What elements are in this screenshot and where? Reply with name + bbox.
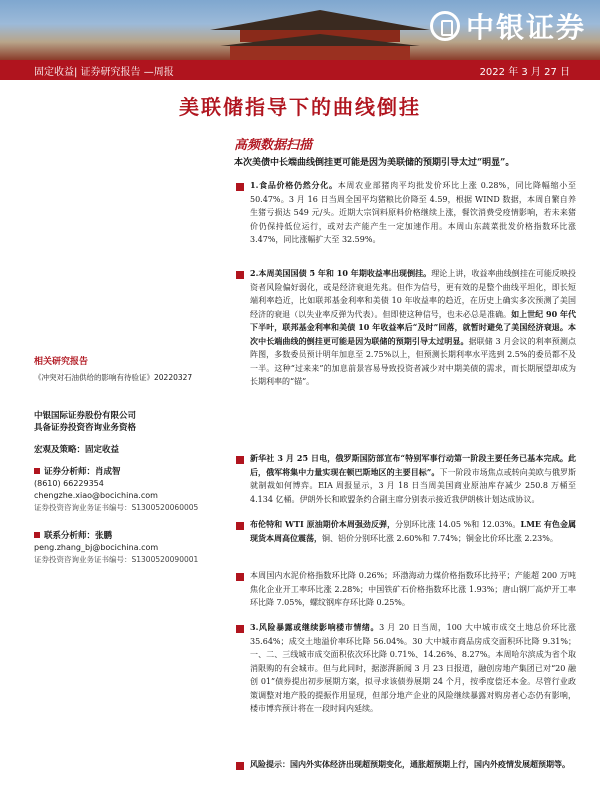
analyst-phone: (8610) 66229354 (34, 479, 104, 488)
palace-roof-image (200, 6, 440, 60)
item-text: 理论上讲，收益率曲线倒挂在可能反映投资者风险偏好弱化，或是经济衰退先兆。但作为信号，更有效的是整个曲线平坦化，即长短端利率趋近，比如联邦基金利率和美债 10 年收益率的趋近，在历史上确实多次预测了美国经济的衰退（以失业率反弹为代表）。但即使这种信号，也未必总是准确。 (250, 269, 576, 319)
bullet-marker (236, 183, 244, 191)
report-category: 固定收益| 证券研究报告 —周报 (34, 66, 174, 78)
page-title: 美联储指导下的曲线倒挂 (179, 95, 421, 119)
analyst-email[interactable]: peng.zhang_bj@bocichina.com (34, 543, 159, 552)
department: 宏观及策略：固定收益 (34, 445, 120, 455)
item-domestic-industry (250, 569, 576, 610)
risk-text: 国内外实体经济出现超预期变化，通胀超预期上行，国内外疫情发展超预期等。 (290, 759, 570, 769)
item-text: 分别环比涨 14.05 %和 12.03%。 (395, 520, 521, 529)
item-commodities (250, 518, 576, 545)
marker-square-icon (34, 468, 40, 474)
company-qualification: 具备证券投资咨询业务资格 (34, 423, 137, 433)
item-lead: 1.食品价格仍然分化。 (250, 180, 338, 190)
analyst-label: 联系分析师：张鹏 (44, 531, 113, 541)
item-lead-2: LME 有色金属现货本周高位震荡， (250, 519, 577, 543)
related-title: 相关研究报告 (34, 357, 89, 367)
item-food-prices (250, 179, 576, 247)
marker-square-icon (34, 532, 40, 538)
item-lead: 3.风险暴露或继续影响楼市情绪。 (250, 622, 380, 632)
item-lead-2: 如上世纪 90 年代下半叶，联邦基金利率和美债 10 年收益率后“及时”回落，就暂时避免了美国经济衰退。本次中长端曲线的倒挂更可能是因为联储的预期引导太过明显。 (250, 308, 577, 346)
item-text: 本周国内水泥价格指数环比降 0.26%；环渤海动力煤价格指数环比持平；产能超 200 万吨焦化企业开工率环比涨 2.28%；中国铁矿石价格指数环比涨 1.93%；唐山钢厂高炉开工率环比降 7.05%，螺纹钢库存环比降 0.25%。 (250, 571, 576, 607)
analyst-email[interactable]: chengzhe.xiao@bocichina.com (34, 491, 158, 500)
item-lead: 布伦特和 WTI 原油期价本周强劲反弹， (250, 519, 396, 529)
boc-logo-icon (430, 11, 460, 41)
item-russia-news (250, 452, 576, 506)
item-text: 下一阶段市场焦点或转向美欧与俄罗斯就制裁如何博弈。EIA 周报显示，3 月 18 日当周美国商业原油库存减少 250.8 万桶至 4.134 亿桶。伊朗外长和欧盟条约合副主席分别表示接近我伊朗核计划达成协议。 (250, 467, 576, 504)
item-treasury-inversion (250, 267, 576, 389)
bullet-marker (236, 762, 244, 770)
header-banner (0, 0, 600, 60)
risk-lead: 风险提示： (250, 759, 290, 769)
item-property (250, 621, 576, 716)
analyst-label: 证券分析师：肖成智 (44, 467, 121, 477)
related-reports (34, 356, 219, 384)
analyst-2 (34, 530, 219, 566)
logo-text: 中银证券 (465, 11, 586, 44)
bullet-marker (236, 573, 244, 581)
company-info (34, 410, 219, 456)
item-text: 本周农业部猪肉平均批发价环比上涨 0.28%，同比降幅缩小至 50.47%。3 月 16 日当周全国平均猪粮比价降至 4.59，根据 WIND 数据，本周自繁自养生猪亏损达 549 元/头。近期大宗饲料原料价格继续上涨，餐饮消费受疫情影响，若未来猪价仍保持低位运行，或对去产能产生一定加速作用。本周山东蔬菜批发价格指数环比涨 3.47%，同比涨幅扩大至 32.59%。 (250, 181, 576, 244)
bullet-marker (236, 522, 244, 530)
analyst-license: 证券投资咨询业务证书编号：S1300520090001 (34, 555, 199, 564)
brand-logo (430, 6, 586, 46)
bullet-marker (236, 271, 244, 279)
item-lead: 2.本周美国国债 5 年和 10 年期收益率出现倒挂。 (250, 268, 432, 278)
analyst-1 (34, 466, 219, 514)
item-lead: 新华社 3 月 25 日电，俄罗斯国防部宣布“特别军事行动第一阶段主要任务已基本完成。此后，俄军将集中力量实现在顿巴斯地区的主要目标”。 (250, 453, 576, 477)
analyst-license: 证券投资咨询业务证书编号：S1300520060005 (34, 503, 199, 512)
report-date: 2022 年 3 月 27 日 (479, 66, 570, 78)
item-text-2: 据联储 3 月会议的利率预测点阵图，多数委员预计明年加息至 2.75%以上，但预测长期利率水平选到 2.5%的委员都不及一半。这种“过来来”的加息前景容易导致投资者减少对中期美债的需求，而长期展望却成为长期利率的“锚”。 (250, 336, 576, 386)
bullet-marker (236, 625, 244, 633)
item-text: 3 月 20 日当周，100 大中城市成交土地总价环比涨 35.64%；成交土地溢价率环比降 56.04%。30 大中城市商品房成交面积环比降 9.31%；一、二、三线城市成交面积依次环比降 0.71%、14.26%、8.27%。本周哈尔滨成为省个取消限购的有会城市。但与此同时，据澎湃新闻 3 月 23 日报道，融创房地产集团已对“20 融创 01”债券提出初步展期方案，拟寻求该债券展期 24 个月，按季度偿还本金。尽管行业政策调整对地产股的提振作用显现，但部分地产企业的风险继续暴露对购房者心态仍有影响，楼市博弈预计将在一段时间内延续。 (250, 623, 576, 713)
section-title: 高频数据扫描 (234, 138, 313, 153)
company-name: 中银国际证券股份有限公司 (34, 411, 137, 421)
category-bar (0, 60, 600, 80)
risk-warning (250, 758, 576, 772)
item-text-2: 铜、铝价分别环比涨 2.60%和 7.74%；铜金比价环比涨 2.23%。 (322, 533, 558, 543)
summary: 本次美债中长端曲线倒挂更可能是因为美联储的预期引导太过“明显”。 (234, 158, 515, 168)
bullet-marker (236, 456, 244, 464)
related-item[interactable]: 《冲突对石油供给的影响有待验证》20220327 (34, 373, 193, 382)
